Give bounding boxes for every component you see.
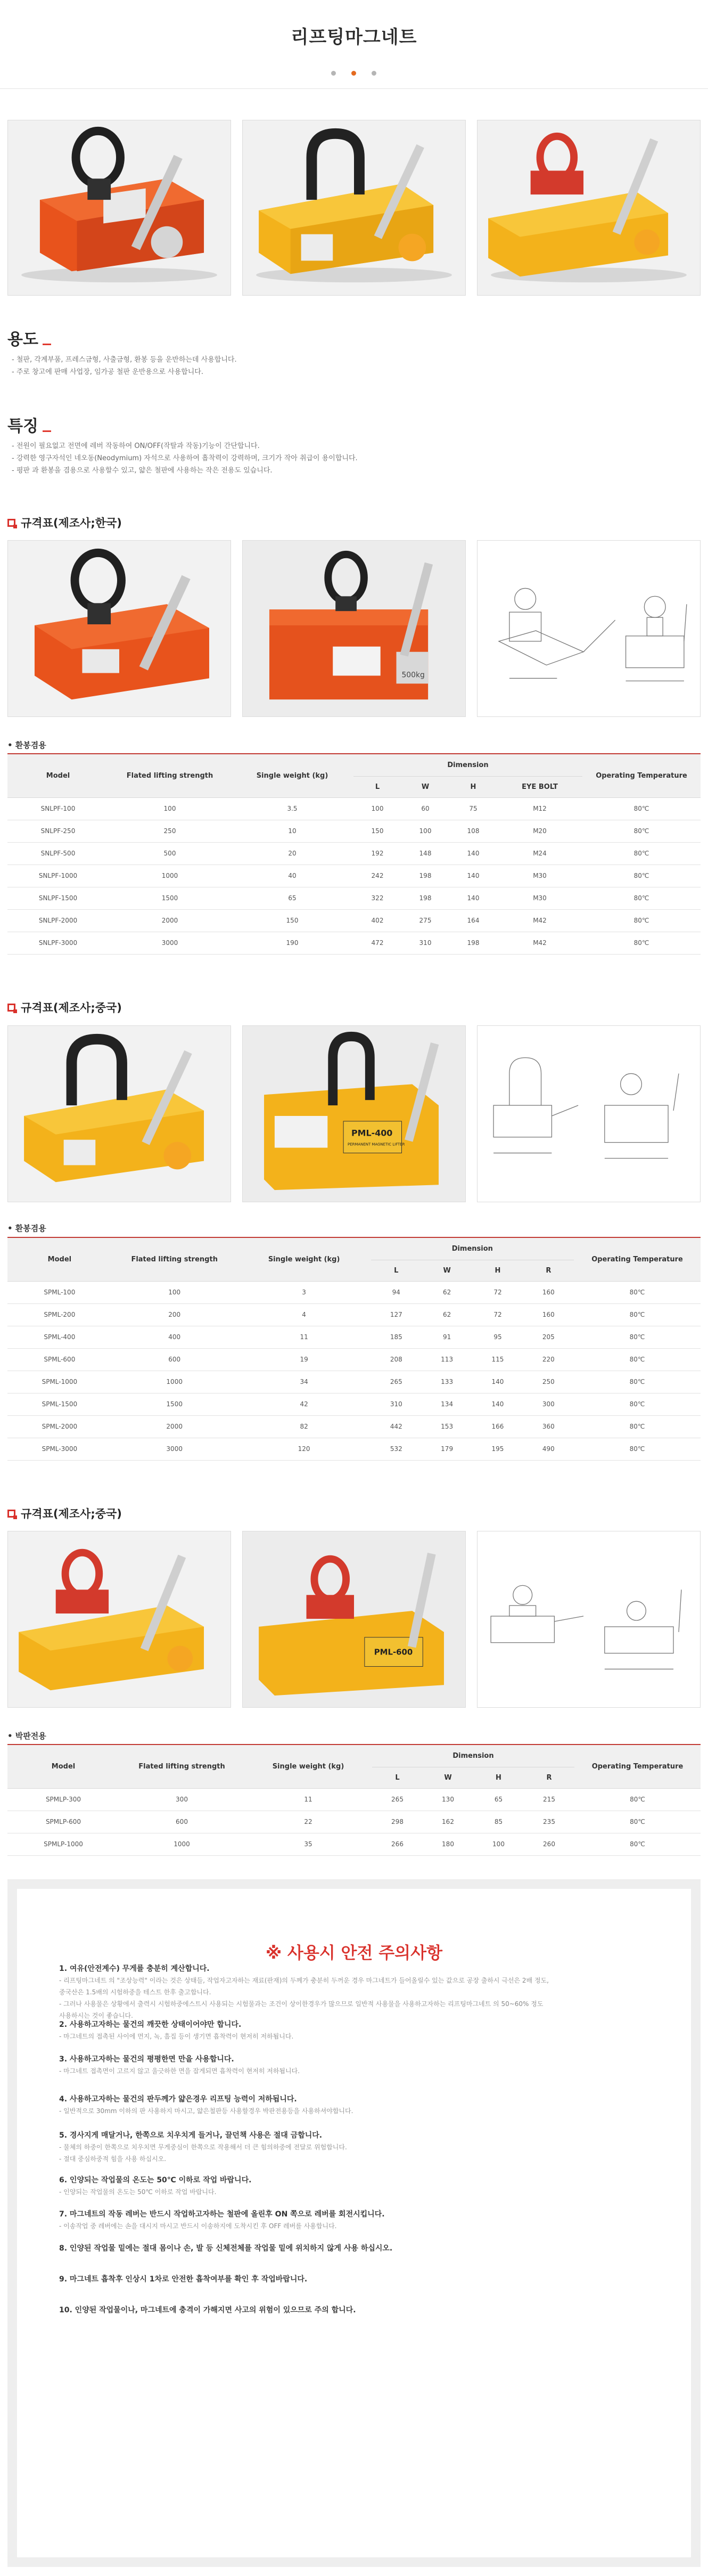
col-w: W [422, 1260, 472, 1281]
table-cell: 80℃ [582, 842, 701, 865]
spec3-rows [7, 1788, 701, 1855]
table-cell: 1500 [109, 887, 231, 909]
table-cell: 100 [109, 797, 231, 820]
flag-icon [7, 519, 15, 527]
usage-heading-text: 용도 [7, 330, 38, 349]
table-cell: 166 [472, 1415, 523, 1438]
table-cell: 400 [112, 1326, 237, 1348]
table-cell: 10 [231, 820, 353, 842]
table-cell: 22 [244, 1811, 372, 1833]
table-cell: 80℃ [574, 1348, 701, 1371]
table-cell: 298 [372, 1811, 423, 1833]
table-row [7, 1281, 701, 1303]
col-temp: Operating Temperature [574, 1744, 701, 1788]
feature-line: - 강력한 영구자석인 네오동(Neodymium) 자석으로 사용하여 흡착력이 강력하며, 크기가 작아 취급이 용이합니다. [12, 454, 358, 462]
table-row [7, 1348, 701, 1371]
table-cell: 11 [244, 1788, 372, 1811]
table-cell: SPML-200 [7, 1303, 112, 1326]
safety-item-heading: 8. 인양된 작업물 밑에는 절대 몸이나 손, 발 등 신체전체를 작업물 밑에 위치하지 않게 사용 하십시오. [59, 2244, 393, 2253]
table-row [7, 887, 701, 909]
col-lifting: Flated lifting strength [109, 754, 231, 797]
table-row [7, 842, 701, 865]
col-dimension: Dimension [353, 754, 582, 776]
table-cell: M30 [497, 865, 582, 887]
table-cell: 133 [422, 1371, 472, 1393]
table-row [7, 1811, 701, 1833]
table-cell: M30 [497, 887, 582, 909]
safety-item [59, 2174, 655, 2198]
safety-item [59, 2273, 655, 2285]
table-cell: 150 [231, 909, 353, 932]
safety-item-heading: 1. 여유(안전계수) 무게를 충분히 계산합니다. [59, 1964, 210, 1973]
usage-heading [7, 326, 51, 349]
col-l: L [353, 776, 401, 797]
table-cell: 3 [237, 1281, 371, 1303]
table-cell: 80℃ [582, 865, 701, 887]
table-cell: 80℃ [582, 887, 701, 909]
table-cell: 100 [401, 820, 449, 842]
table-cell: 134 [422, 1393, 472, 1415]
orange-lifter-image [8, 120, 230, 295]
table-cell: 80℃ [582, 932, 701, 954]
safety-title: ※ 사용시 안전 주의사항 [265, 1944, 443, 1963]
feature-line: - 전원이 필요없고 전면에 레버 작동하여 ON/OFF(작탈과 작동)기능이 간단합니다. [12, 442, 260, 450]
table-cell: SNLPF-250 [7, 820, 109, 842]
heading-accent [43, 344, 51, 345]
table-cell: 40 [231, 865, 353, 887]
table-cell: 2000 [112, 1415, 237, 1438]
spec3-dimension-drawing [477, 1531, 701, 1708]
safety-item-heading: 6. 인양되는 작업물의 온도는 50℃ 이하로 작업 바랍니다. [59, 2176, 252, 2184]
spec2-lifter-side-image [243, 1026, 465, 1202]
table-cell: M42 [497, 932, 582, 954]
table-cell: 115 [472, 1348, 523, 1371]
table-cell: M12 [497, 797, 582, 820]
safety-item-detail: - 리프팅마그네트 의 "조상능력" 이라는 것은 상태들, 작업자고자하는 재료(판재)의 두께가 충분히 두꺼운 경우 마그네트가 들어올릴수 있는 값으로 공장 출하시 극선은 2배 정도, [59, 1977, 549, 1984]
table-cell: 1000 [109, 865, 231, 887]
spec1-lifter-side-image [243, 541, 465, 716]
model-plate-label: PML-400 [351, 1128, 393, 1138]
safety-item-detail: 사용하시는 것이 좋습니다. [59, 2012, 133, 2019]
spec2-photo-lifter-side [242, 1025, 466, 1202]
product-photo-thin-plate-lifter [477, 120, 701, 296]
table-cell: 205 [523, 1326, 574, 1348]
table-cell: 3.5 [231, 797, 353, 820]
table-cell: 198 [401, 887, 449, 909]
table-cell: M24 [497, 842, 582, 865]
spec3-title-text: 규격표(제조사;중국) [21, 1507, 122, 1520]
table-cell: 250 [109, 820, 231, 842]
table-cell: 108 [449, 820, 497, 842]
col-lifting: Flated lifting strength [112, 1237, 237, 1281]
table-cell: 19 [237, 1348, 371, 1371]
dimension-drawing-image [478, 541, 700, 716]
table-cell: 65 [231, 887, 353, 909]
features-list [12, 440, 358, 477]
table-cell: 164 [449, 909, 497, 932]
table-cell: 4 [237, 1303, 371, 1326]
table-cell: 153 [422, 1415, 472, 1438]
safety-item-detail: - 절대 중심하중적 힘을 사용 하십시오. [59, 2155, 167, 2163]
flag-icon [7, 1004, 15, 1012]
safety-notice-inner [17, 1889, 691, 2557]
features-heading [7, 413, 51, 436]
table-cell: 34 [237, 1371, 371, 1393]
col-r: R [524, 1767, 574, 1788]
safety-item [59, 2053, 655, 2077]
table-cell: SPMLP-600 [7, 1811, 119, 1833]
spec1-lifter-image [8, 541, 230, 716]
spec3-sublabel: • 박판전용 [7, 1731, 46, 1741]
spec1-photo-lifter-side [242, 540, 466, 717]
table-cell: 91 [422, 1326, 472, 1348]
safety-item-detail: - 마그네트의 접촉된 사이에 먼지, 녹, 흠집 등이 생기면 흡착력이 현저히 저하됩니다. [59, 2033, 294, 2040]
col-h: H [449, 776, 497, 797]
table-cell: 80℃ [582, 797, 701, 820]
spec2-rows [7, 1281, 701, 1460]
col-lifting: Flated lifting strength [119, 1744, 244, 1788]
table-cell: 208 [371, 1348, 422, 1371]
table-row [7, 820, 701, 842]
table-cell: SNLPF-2000 [7, 909, 109, 932]
table-cell: 80℃ [574, 1438, 701, 1460]
table-cell: 80℃ [574, 1303, 701, 1326]
spec2-table [7, 1237, 701, 1461]
table-row [7, 797, 701, 820]
spec2-title-text: 규격표(제조사;중국) [21, 1001, 122, 1014]
spec3-title [7, 1505, 122, 1521]
table-cell: 75 [449, 797, 497, 820]
table-cell: 1000 [112, 1371, 237, 1393]
table-cell: 490 [523, 1438, 574, 1460]
table-cell: 3000 [109, 932, 231, 954]
table-cell: 1000 [119, 1833, 244, 1855]
table-cell: 360 [523, 1415, 574, 1438]
table-cell: SNLPF-500 [7, 842, 109, 865]
safety-item-heading: 5. 경사지게 매달거나, 한쪽으로 치우치게 들거나, 끌던책 사용은 절대 금합니다. [59, 2131, 323, 2140]
safety-item-heading: 2. 사용하고자하는 물건의 깨끗한 상태이어야만 합니다. [59, 2020, 242, 2029]
spec1-sublabel: • 환봉겸용 [7, 740, 46, 750]
spec1-dimension-drawing [477, 540, 701, 717]
table-cell: SPML-100 [7, 1281, 112, 1303]
table-cell: 140 [449, 887, 497, 909]
col-h: H [472, 1260, 523, 1281]
table-cell: 402 [353, 909, 401, 932]
table-cell: 80℃ [574, 1415, 701, 1438]
table-cell: 80℃ [574, 1371, 701, 1393]
safety-item-detail: - 일반적으로 30mm 이하의 판 사용하지 마시고, 얇은철판등 사용할경우 박판전용등을 사용하셔야합니다. [59, 2107, 353, 2115]
table-cell: 80℃ [582, 820, 701, 842]
table-cell: 322 [353, 887, 401, 909]
spec1-title-text: 규격표(제조사;한국) [21, 517, 122, 529]
table-cell: 310 [371, 1393, 422, 1415]
table-cell: SNLPF-1500 [7, 887, 109, 909]
safety-item [59, 2130, 655, 2165]
col-l: L [372, 1767, 423, 1788]
table-cell: 127 [371, 1303, 422, 1326]
table-cell: 140 [449, 865, 497, 887]
table-cell: 600 [112, 1348, 237, 1371]
col-weight: Single weight (kg) [237, 1237, 371, 1281]
table-cell: 160 [523, 1281, 574, 1303]
table-cell: SPMLP-1000 [7, 1833, 119, 1855]
table-cell: 72 [472, 1303, 523, 1326]
safety-item-heading: 7. 마그네트의 작동 레버는 반드시 작업하고자하는 철판에 올린후 ON 쪽으로 레버를 회전시킵니다. [59, 2210, 385, 2219]
usage-line: - 철판, 각계부품, 프레스금형, 사출금형, 환봉 등을 운반하는데 사용합니다. [12, 356, 237, 364]
table-cell: 80℃ [574, 1833, 701, 1855]
table-cell: 198 [449, 932, 497, 954]
table-cell: 250 [523, 1371, 574, 1393]
spec1-photo-lifter [7, 540, 231, 717]
safety-item-heading: 3. 사용하고자하는 물건의 평평한면 만을 사용합니다. [59, 2055, 234, 2064]
table-cell: SPMLP-300 [7, 1788, 119, 1811]
weight-mark-label: 500kg [401, 671, 425, 680]
table-cell: 140 [472, 1393, 523, 1415]
divider [0, 88, 708, 89]
table-cell: 140 [472, 1371, 523, 1393]
table-cell: 11 [237, 1326, 371, 1348]
table-cell: 35 [244, 1833, 372, 1855]
col-dimension: Dimension [372, 1744, 574, 1767]
safety-item [59, 2093, 655, 2117]
table-row [7, 1833, 701, 1855]
table-cell: 190 [231, 932, 353, 954]
table-cell: 100 [353, 797, 401, 820]
table-cell: 185 [371, 1326, 422, 1348]
table-cell: 20 [231, 842, 353, 865]
table-cell: 310 [401, 932, 449, 954]
table-cell: SPML-400 [7, 1326, 112, 1348]
col-model: Model [7, 754, 109, 797]
spec3-lifter-image [8, 1531, 230, 1707]
feature-line: - 평판 과 환봉을 겸용으로 사용할수 있고, 얇은 철판에 사용하는 작은 전용도 있습니다. [12, 467, 273, 475]
col-temp: Operating Temperature [582, 754, 701, 797]
table-cell: 300 [523, 1393, 574, 1415]
usage-line: - 주로 창고에 판매 사업장, 임가공 철판 운반용으로 사용합니다. [12, 368, 203, 376]
dimension-drawing-image [478, 1531, 700, 1707]
table-cell: SPML-1500 [7, 1393, 112, 1415]
table-row [7, 1438, 701, 1460]
flag-icon [7, 1510, 15, 1518]
table-cell: 100 [473, 1833, 524, 1855]
spec3-table [7, 1744, 701, 1856]
safety-item [59, 2304, 655, 2316]
safety-item-detail: - 그러나 사용물은 상황에서 출력시 시험하중에스트시 사용되는 시험물과는 조건이 상이한경우가 많으므로 일반적 사용물을 사용하고자하는 리프팅마그네트 의 50~60% 정도 [59, 2000, 544, 2008]
table-cell: 130 [423, 1788, 473, 1811]
table-cell: 195 [472, 1438, 523, 1460]
table-row [7, 1326, 701, 1348]
spec2-photo-lifter [7, 1025, 231, 1202]
table-cell: 42 [237, 1393, 371, 1415]
table-cell: 162 [423, 1811, 473, 1833]
table-cell: 140 [449, 842, 497, 865]
table-cell: 65 [473, 1788, 524, 1811]
table-cell: SNLPF-100 [7, 797, 109, 820]
table-cell: 198 [401, 865, 449, 887]
table-cell: SPML-3000 [7, 1438, 112, 1460]
safety-item-detail: 중국산은 1.5배의 시험하중을 테스트 한후 출고합니다. [59, 1988, 211, 1996]
table-cell: 85 [473, 1811, 524, 1833]
table-cell: 150 [353, 820, 401, 842]
table-cell: 60 [401, 797, 449, 820]
table-cell: 442 [371, 1415, 422, 1438]
safety-notice-box [7, 1879, 701, 2567]
slide-dot-active[interactable] [351, 71, 356, 76]
product-photo-yellow-lifter [242, 120, 466, 296]
col-w: W [423, 1767, 473, 1788]
table-cell: 260 [524, 1833, 574, 1855]
table-cell: SNLPF-1000 [7, 865, 109, 887]
safety-item-detail: - 이송작업 중 레버에는 손을 대시지 마시고 반드시 이송하지에 도착시킨 후 OFF 레버를 사용합니다. [59, 2222, 337, 2230]
spec3-photo-lifter [7, 1531, 231, 1708]
col-l: L [371, 1260, 422, 1281]
table-cell: 220 [523, 1348, 574, 1371]
col-temp: Operating Temperature [574, 1237, 701, 1281]
slide-dot[interactable] [331, 71, 336, 76]
col-weight: Single weight (kg) [231, 754, 353, 797]
spec2-lifter-image [8, 1026, 230, 1202]
table-cell: 180 [423, 1833, 473, 1855]
spec1-table [7, 753, 701, 955]
model-plate-sub: PERMANENT MAGNETIC LIFTER [348, 1142, 405, 1147]
table-cell: 62 [422, 1281, 472, 1303]
table-row [7, 909, 701, 932]
table-cell: 113 [422, 1348, 472, 1371]
table-row [7, 1371, 701, 1393]
table-cell: 62 [422, 1303, 472, 1326]
col-model: Model [7, 1744, 119, 1788]
spec2-dimension-drawing [477, 1025, 701, 1202]
table-cell: SPML-2000 [7, 1415, 112, 1438]
table-cell: 80℃ [574, 1788, 701, 1811]
table-cell: 242 [353, 865, 401, 887]
table-cell: 148 [401, 842, 449, 865]
table-cell: 3000 [112, 1438, 237, 1460]
slide-indicator [331, 71, 377, 76]
table-cell: 200 [112, 1303, 237, 1326]
table-cell: 532 [371, 1438, 422, 1460]
table-cell: 472 [353, 932, 401, 954]
spec2-title [7, 999, 122, 1015]
table-cell: M42 [497, 909, 582, 932]
table-cell: SPML-600 [7, 1348, 112, 1371]
col-h: H [473, 1767, 524, 1788]
col-r: R [523, 1260, 574, 1281]
table-cell: 215 [524, 1788, 574, 1811]
table-cell: 80℃ [574, 1326, 701, 1348]
col-w: W [401, 776, 449, 797]
table-cell: 120 [237, 1438, 371, 1460]
table-cell: 95 [472, 1326, 523, 1348]
safety-item [59, 2243, 655, 2254]
thin-plate-lifter-image [478, 120, 700, 295]
table-cell: SNLPF-3000 [7, 932, 109, 954]
table-cell: 80℃ [582, 909, 701, 932]
table-row [7, 1788, 701, 1811]
table-row [7, 865, 701, 887]
table-row [7, 1415, 701, 1438]
table-cell: 100 [112, 1281, 237, 1303]
table-cell: 179 [422, 1438, 472, 1460]
dimension-drawing-image [478, 1026, 700, 1202]
table-cell: 265 [371, 1371, 422, 1393]
features-heading-text: 특징 [7, 417, 38, 436]
table-cell: 500 [109, 842, 231, 865]
table-cell: 72 [472, 1281, 523, 1303]
table-row [7, 1393, 701, 1415]
yellow-lifter-image [243, 120, 465, 295]
table-cell: 300 [119, 1788, 244, 1811]
table-cell: 80℃ [574, 1393, 701, 1415]
table-cell: 160 [523, 1303, 574, 1326]
table-row [7, 932, 701, 954]
col-model: Model [7, 1237, 112, 1281]
slide-dot[interactable] [372, 71, 376, 76]
spec1-rows [7, 797, 701, 954]
table-cell: 275 [401, 909, 449, 932]
table-cell: 94 [371, 1281, 422, 1303]
col-eyebolt: EYE BOLT [497, 776, 582, 797]
spec3-lifter-side-image [243, 1531, 465, 1707]
safety-item-heading: 4. 사용하고자하는 물건의 판두께가 얇은경우 리프팅 능력이 저하됩니다. [59, 2095, 297, 2104]
table-cell: 1500 [112, 1393, 237, 1415]
safety-item-detail: - 물체의 하중이 한쪽으로 치우치면 무게중심이 한쪽으로 작용해서 더 큰 힘의하중에 전달로 위험합니다. [59, 2143, 347, 2151]
table-cell: 82 [237, 1415, 371, 1438]
table-cell: 80℃ [574, 1811, 701, 1833]
table-row [7, 1303, 701, 1326]
spec3-photo-lifter-side [242, 1531, 466, 1708]
spec2-sublabel: • 환봉겸용 [7, 1224, 46, 1233]
safety-item [59, 2019, 655, 2042]
col-dimension: Dimension [371, 1237, 574, 1260]
usage-list [12, 354, 237, 378]
table-cell: 266 [372, 1833, 423, 1855]
table-cell: 192 [353, 842, 401, 865]
table-cell: 2000 [109, 909, 231, 932]
safety-item [59, 2208, 655, 2232]
table-cell: 235 [524, 1811, 574, 1833]
table-cell: 600 [119, 1811, 244, 1833]
safety-item-heading: 10. 인양된 작업물이나, 마그네트에 충격이 가해지면 사고의 위험이 있으므로 주의 합니다. [59, 2306, 356, 2314]
model-plate-label: PML-600 [374, 1647, 413, 1657]
heading-accent [43, 430, 51, 432]
safety-item-detail: - 마그네트 접촉면이 고르지 않고 울긋하한 면을 잡게되면 흡착력이 현저히 저하됩니다. [59, 2067, 300, 2075]
table-cell: 80℃ [574, 1281, 701, 1303]
table-cell: SPML-1000 [7, 1371, 112, 1393]
spec1-title [7, 515, 122, 531]
safety-item-detail: - 인양되는 작업물의 온도는 50℃ 이하로 작업 바랍니다. [59, 2188, 217, 2196]
product-photo-orange-lifter [7, 120, 231, 296]
safety-item-heading: 9. 마그네트 흡착후 인상시 1차로 안전한 흡착여부를 확인 후 작업바랍니다. [59, 2275, 308, 2284]
table-cell: 265 [372, 1788, 423, 1811]
safety-item [59, 1963, 655, 2021]
page-title: 리프팅마그네트 [291, 27, 417, 48]
table-cell: M20 [497, 820, 582, 842]
col-weight: Single weight (kg) [244, 1744, 372, 1788]
